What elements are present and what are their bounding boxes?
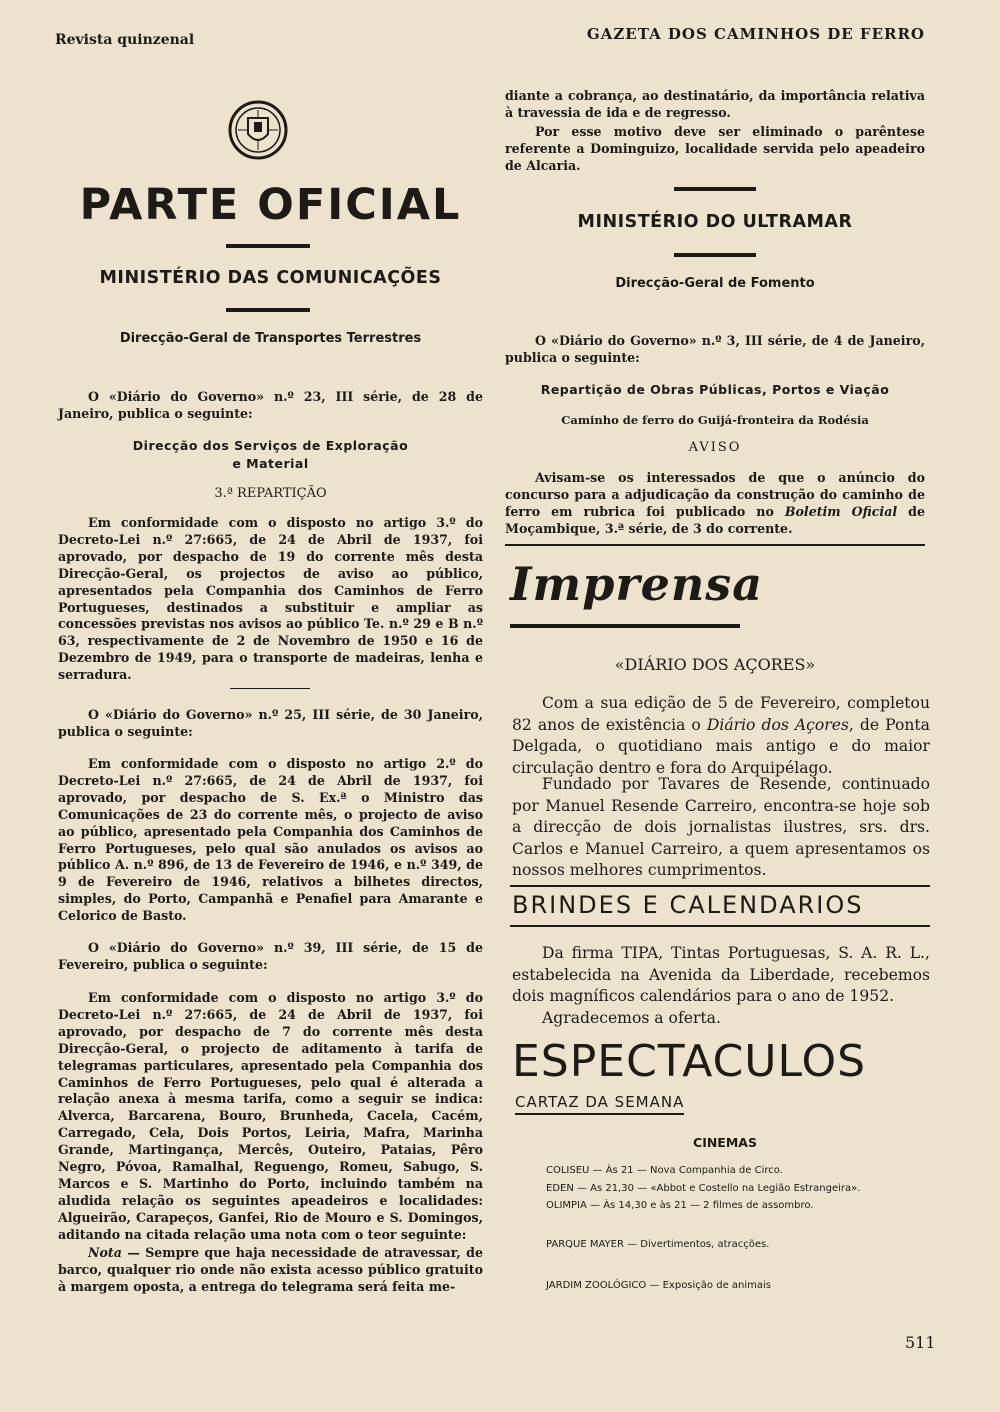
divider — [226, 244, 310, 248]
directorate-heading: Direcção-Geral de Fomento — [615, 276, 815, 291]
listing-olimpia: OLIMPIA — Às 14,30 e às 21 — 2 filmes de assombro. — [546, 1200, 814, 1211]
divider — [226, 308, 310, 312]
section-heading: e Material — [232, 456, 309, 471]
notice-heading: AVISO — [688, 440, 742, 455]
text: Com a sua edição de 5 de Fevereiro, completou 82 anos de existência o — [512, 694, 930, 734]
cinemas-heading: CINEMAS — [693, 1135, 757, 1150]
text-italic: Diário dos Açores — [706, 715, 849, 734]
paragraph: Em conformidade com o disposto no artigo 3.º do Decreto-Lei n.º 27:665, de 24 de Abril de 1937, foi aprovado, por despacho de 19 do corrente mês desta Direcção-Geral, os projectos de aviso ao público, apresentados pela Companhia dos Caminhos de Ferro Portugueses, destinados a substituir e ampliar as concessões previstas nos avisos ao público Te. n.º 29 e B n.º 63, respectivamente de 2 de Novembro de 1950 e 16 de Dezembro de 1949, para o transporte de madeiras, lenha e serradura. — [58, 515, 483, 683]
header-left: Revista quinzenal — [55, 32, 195, 48]
text: , de Ponta Delgada, o quotidiano mais antigo e do maior circulação dentro e fora do Arquipélago. — [512, 715, 930, 777]
article-title: «DIÁRIO DOS AÇORES» — [614, 655, 816, 674]
imprensa-heading: Imprensa — [510, 557, 764, 611]
espectaculos-heading: ESPECTACULOS — [512, 1036, 867, 1087]
paragraph: Agradecemos a oferta. — [542, 1009, 721, 1027]
ministry-heading: MINISTÉRIO DAS COMUNICAÇÕES — [99, 268, 442, 288]
section-heading: Direcção dos Serviços de Exploração — [132, 438, 409, 453]
paragraph — [512, 693, 930, 779]
divider — [510, 925, 930, 927]
listing-coliseu: COLISEU — Às 21 — Nova Companhia de Circo. — [546, 1165, 783, 1176]
page-title: PARTE OFICIAL — [79, 180, 462, 230]
page-number: 511 — [905, 1333, 936, 1352]
note-label: Nota — [88, 1245, 122, 1260]
text: de Moçambique, 3.ª série, de 3 do corrente. — [505, 503, 925, 536]
paragraph: Por esse motivo deve ser eliminado o parêntese referente a Dominguizo, localidade servida pelo apeadeiro de Alcaria. — [505, 124, 925, 173]
paragraph: Em conformidade com o disposto no artigo 2.º do Decreto-Lei n.º 27:665, de 24 de Abril de 1937, foi aprovado, por despacho de S. Ex.ª o Ministro das Comunicações de 23 do corrente mês, o projecto de aviso ao público, apresentado pela Companhia dos Caminhos de Ferro Portugueses, pelo qual são anulados os avisos ao público A. n.º 896, de 13 de Fevereiro de 1946, e n.º 349, de 9 de Fevereiro de 1946, relativos a bilhetes directos, simples, do Porto, Campanhã e Penafiel para Amarante e Celorico de Basto. — [58, 756, 483, 924]
paragraph: O «Diário do Governo» n.º 39, III série, de 15 de Fevereiro, publica o seguinte: — [58, 940, 483, 972]
divider — [510, 885, 930, 887]
paragraph: O «Diário do Governo» n.º 23, III série, de 28 de Janeiro, publica o seguinte: — [58, 389, 483, 421]
subsection-heading: Caminho de ferro do Guijá-fronteira da Rodésia — [561, 413, 869, 427]
listing-parque-mayer: PARQUE MAYER — Divertimentos, atracções. — [546, 1239, 770, 1250]
paragraph: Da firma TIPA, Tintas Portuguesas, S. A. R. L., estabelecida na Avenida da Liberdade, recebemos dois magníficos calendários para o ano de 1952. — [512, 944, 930, 1005]
divider — [230, 688, 310, 689]
header-right: GAZETA DOS CAMINHOS DE FERRO — [586, 25, 925, 43]
divider — [674, 253, 756, 257]
brindes-heading: BRINDES E CALENDARIOS — [512, 891, 864, 919]
cartaz-heading: CARTAZ DA SEMANA — [515, 1093, 684, 1115]
note-text: — Sempre que haja necessidade de atravessar, de barco, qualquer rio onde não exista acesso público gratuito à margem oposta, a entrega do telegrama será feita me- — [58, 1245, 483, 1294]
ministry-heading: MINISTÉRIO DO ULTRAMAR — [577, 212, 853, 232]
text: Avisam-se os interessados de que o anúncio do concurso para a adjudicação da construção do caminho de ferro em rubrica foi publicado no — [505, 470, 925, 519]
listing-eden: EDEN — As 21,30 — «Abbot e Costello na Legião Estrangeira». — [546, 1183, 861, 1194]
paragraph: O «Diário do Governo» n.º 3, III série, de 4 de Janeiro, publica o seguinte: — [505, 333, 925, 365]
paragraph — [58, 1245, 483, 1296]
paragraph: Fundado por Tavares de Resende, continuado por Manuel Resende Carreiro, encontra-se hoje sob a direcção de dois jornalistas ilustres, srs. drs. Carlos e Manuel Carreiro, a quem apresentamos os nossos melhores cumprimentos. — [512, 775, 930, 879]
paragraph: O «Diário do Governo» n.º 25, III série, de 30 Janeiro, publica o seguinte: — [58, 707, 483, 739]
paragraph: Em conformidade com o disposto no artigo 3.º do Decreto-Lei n.º 27:665, de 24 de Abril de 1937, foi aprovado, por despacho de 7 do corrente mês desta Direcção-Geral, o projecto de aditamento à tarifa de telegramas particulares, apresentado pela Companhia dos Caminhos de Ferro Portugueses, pelo qual é alterada a relação anexa à mesma tarifa, como a seguir se indica: Alverca, Barcarena, Bouro, Brunheda, Cacela, Cacém, Carregado, Cela, Dois Portos, Leiria, Mafra, Marinha Grande, Martingança, Mercês, Outeiro, Pataias, Pêro Negro, Póvoa, Ramalhal, Reguengo, Romeu, Sabugo, S. Marcos e S. Martinho do Porto, incluindo também na aludida relação os seguintes apeadeiros e localidades: Algueirão, Carapeços, Ganfei, Rio de Mouro e S. Domingos, aditando na citada relação uma nota com o teor seguinte: — [58, 990, 483, 1242]
subsection-heading: 3.ª REPARTIÇÃO — [214, 486, 327, 501]
directorate-heading: Direcção-Geral de Transportes Terrestres — [119, 331, 422, 346]
listing-jardim-zoologico: JARDIM ZOOLÓGICO — Exposição de animais — [546, 1280, 771, 1291]
divider — [505, 544, 925, 546]
paragraph — [505, 470, 925, 538]
coat-of-arms-icon — [228, 100, 288, 160]
text-italic: Boletim Oficial — [784, 503, 898, 519]
section-heading: Repartição de Obras Públicas, Portos e Viação — [540, 382, 890, 397]
divider — [510, 624, 740, 628]
divider — [674, 187, 756, 191]
paragraph: diante a cobrança, ao destinatário, da importância relativa à travessia de ida e de regresso. — [505, 88, 925, 120]
